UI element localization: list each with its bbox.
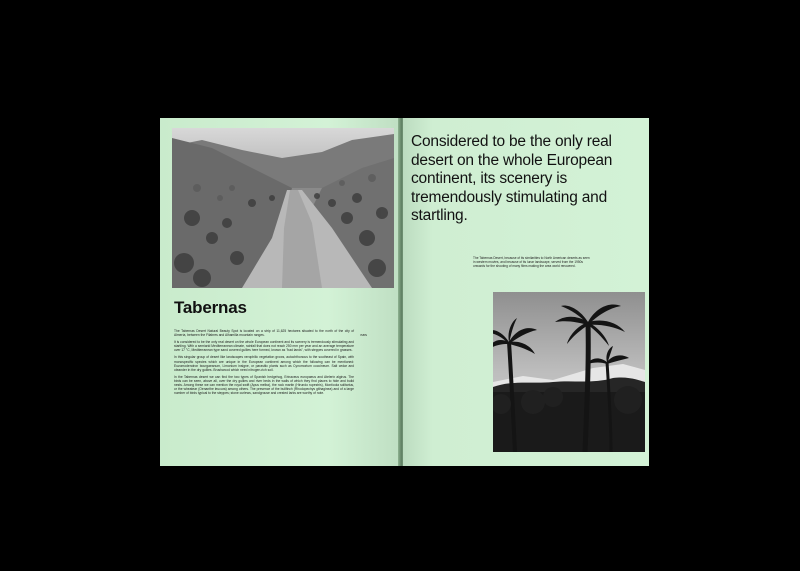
pull-quote: Considered to be the only real desert on the whole European continent, its scenery is tremendously stimulating and startling. xyxy=(411,133,613,224)
body-paragraph: It is considered to be the only real desert on the whole European continent and its scenery is tremendously stimulating and startling. With a semiarid Mediterranean climate, rainfall that does not reach 250 mm per year and an average temperature over 17 °C, Mediterranean type sand covered gullies here formed, known as "bad lands", with steppes covered in grasses. xyxy=(174,340,354,353)
article-body xyxy=(174,329,354,398)
desert-road-photo xyxy=(172,128,394,288)
palm-trees-photo xyxy=(493,292,645,452)
magazine-spread xyxy=(160,118,649,466)
photo-caption: The Tabernas Desert, because of its similarities to North American deserts as seen in western movies, and because of its lunar landscape, served from the 1950s onwards for the shooting of many films making the area world renowned. xyxy=(473,256,590,268)
right-page xyxy=(403,118,649,466)
article-title: Tabernas xyxy=(174,298,247,317)
body-paragraph: In the Tabernas desert we can find the two types of Spanish hedgehog, Erinaceus europaeus and Atelerix algirus. The birds can be seen, above all, over the dry gullies and river beds in the walls of which they find places to hide and build nests. Among these we can mention the royal swift (Apus melba), the rock martin (Hirundo rupestris), Montícola solitarius, or the wheatear (Oenanthe leucura) among others. The presence of the bullfinch (Rhodopechys githaginea) and of a large number of birds typical to the steppes; stone curlews, sandgrouse and crested larks are worthy of note. xyxy=(174,374,354,396)
body-paragraph: In this singular group of desert like landscapes xerophilic vegetation grows, autochthonous to the southeast of Spain, with monospecific species which are unique in the European continent among which the following can be mentioned: Euzomodendron bourgaeanum, Limonium insigne, or parasitic plants such as Cynomorium coccineum. Salt cedar and oleander in the dry gullies. Brushwood which need nitrogen-rich soil. xyxy=(174,355,354,372)
side-label: ISBN xyxy=(360,333,368,337)
body-paragraph: The Tabernas Desert Natural Beauty Spot is located on a strip of 11,625 hectares situated to the north of the city of Almería, between the Filabres and Alhamilla mountain ranges. xyxy=(174,329,354,338)
left-page xyxy=(160,118,400,466)
